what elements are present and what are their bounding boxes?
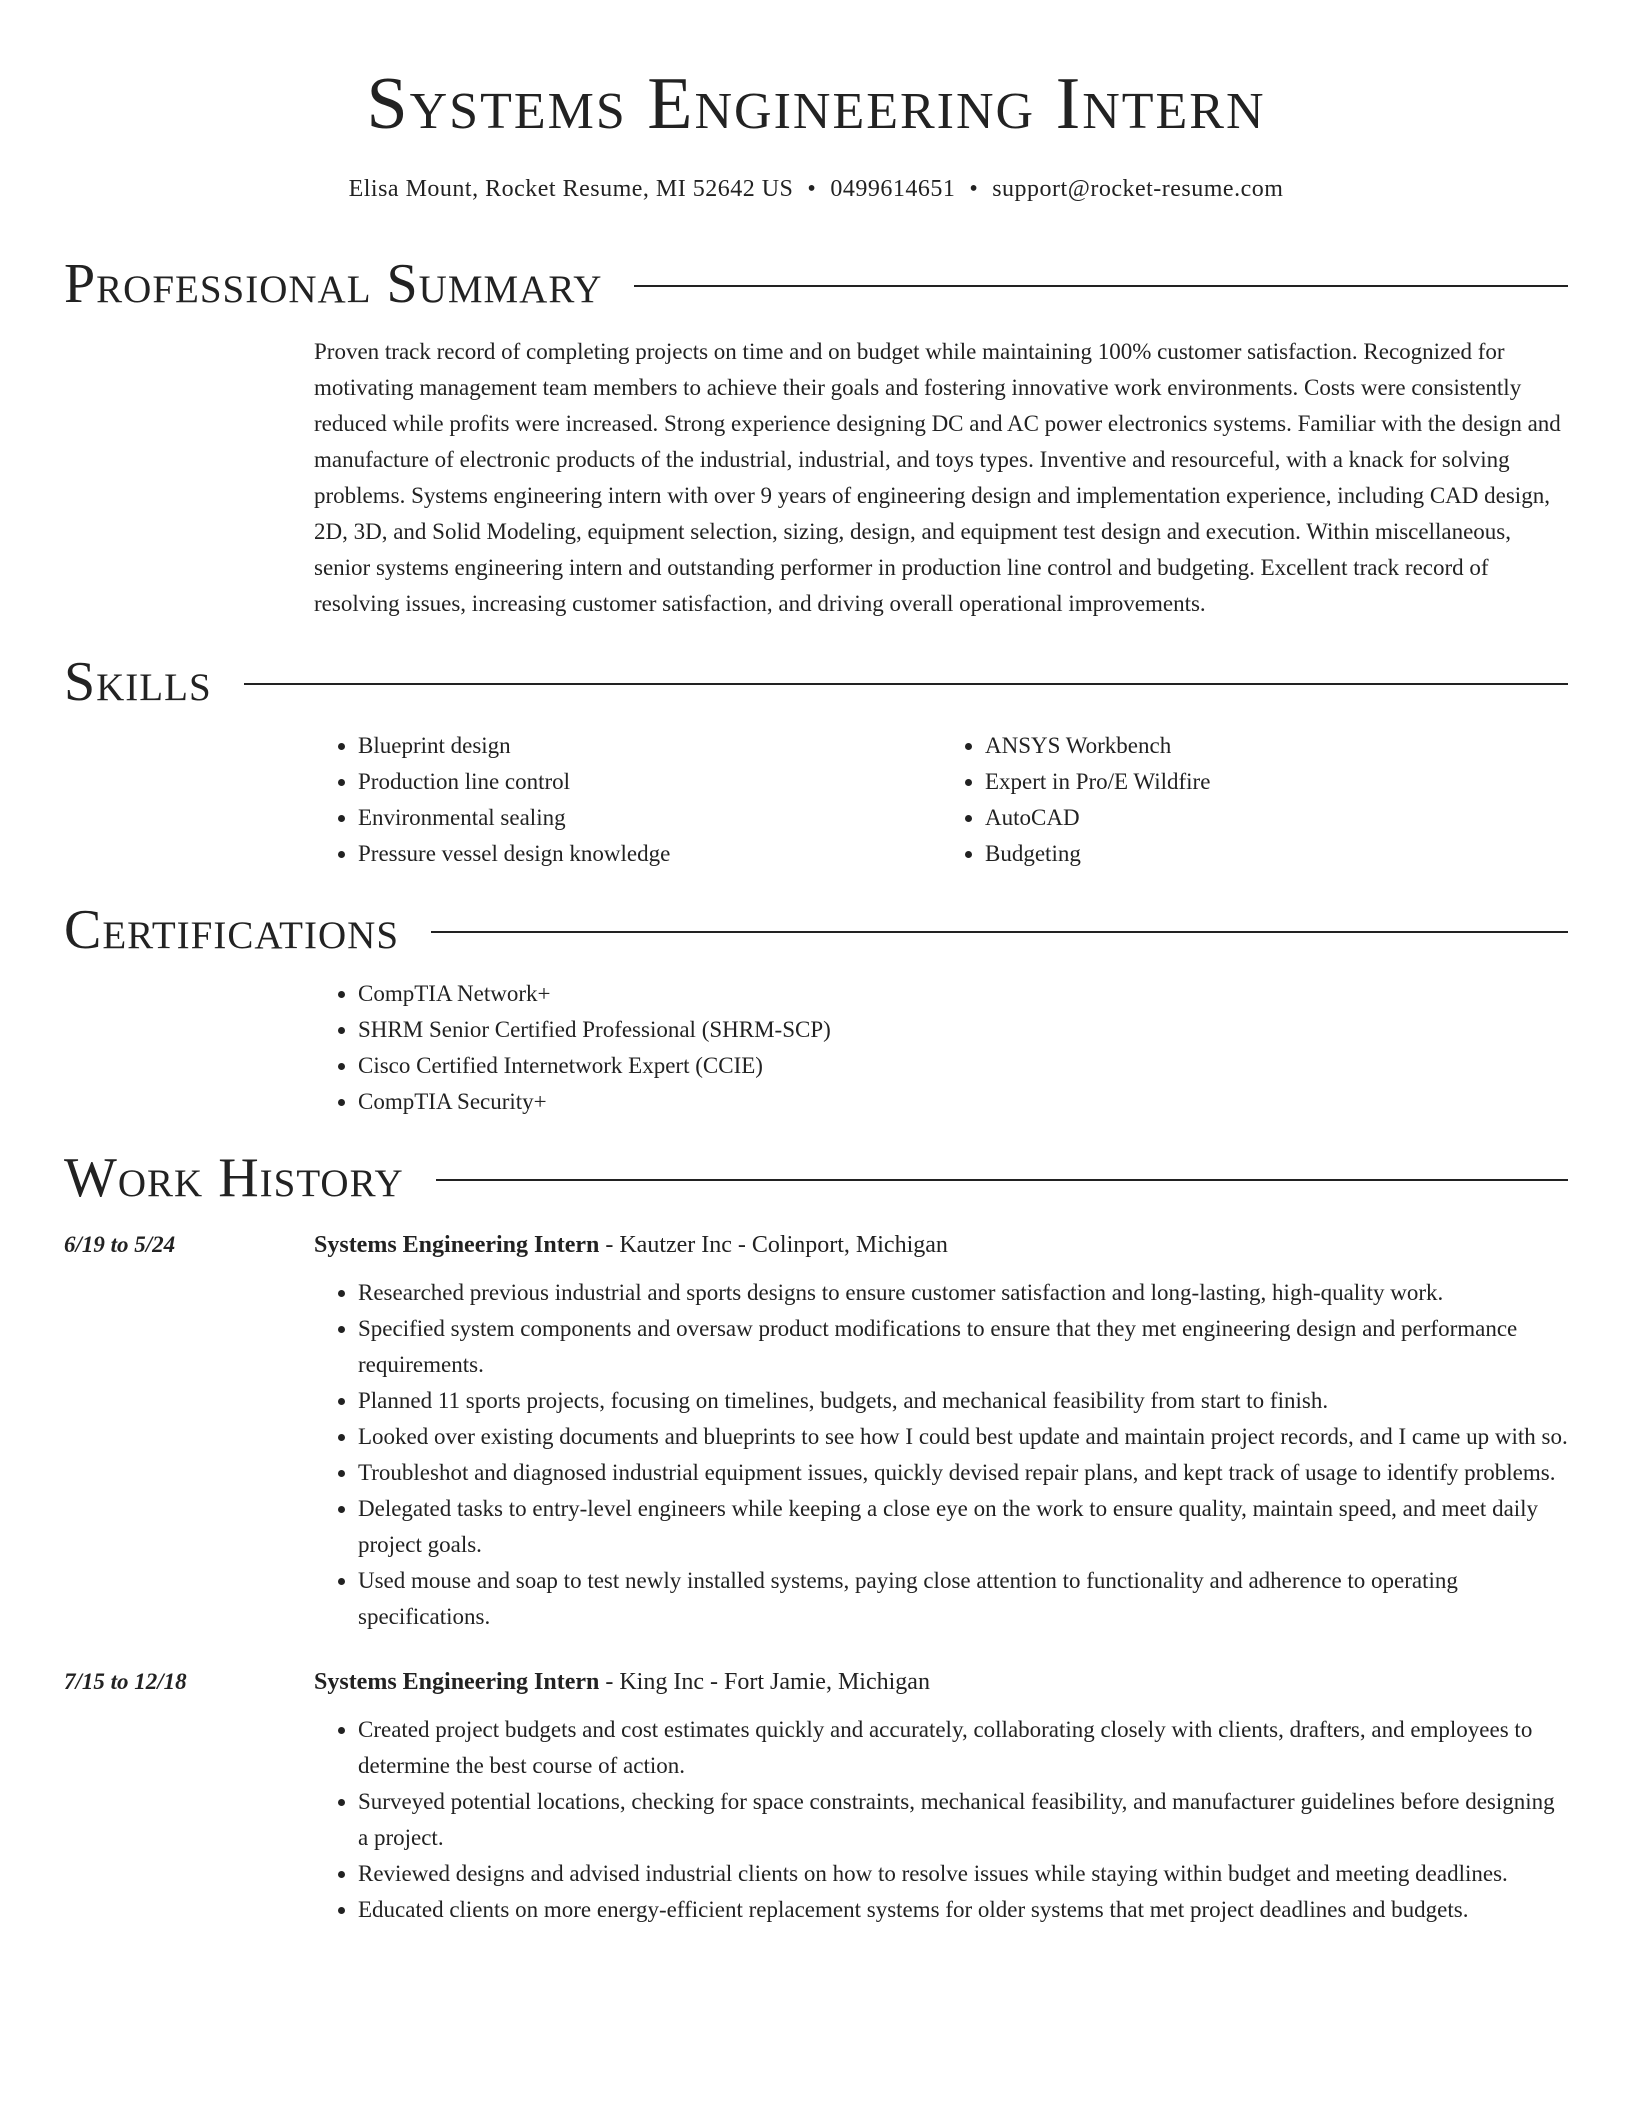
section-header-skills: [64, 650, 1568, 714]
skill-item: • Pressure vessel design knowledge: [358, 836, 941, 872]
skill-item: • Production line control: [358, 764, 941, 800]
contact-email: support@rocket-resume.com: [992, 176, 1284, 202]
certifications-block: [314, 976, 1568, 1120]
contact-separator: •: [807, 176, 817, 202]
skill-item: • Environmental sealing: [358, 800, 941, 836]
job-bullets-block: [314, 1275, 1568, 1635]
job-bullet: • Troubleshot and diagnosed industrial equipment issues, quickly devised repair plans, and kept track of usage to identify problems.: [358, 1455, 1568, 1491]
contact-separator: •: [969, 176, 979, 202]
section-divider: [634, 285, 1568, 287]
section-header-certifications: [64, 898, 1568, 962]
job-bullet: • Surveyed potential locations, checking for space constraints, mechanical feasibility, and manufacturer guidelines before designing a project.: [358, 1784, 1568, 1856]
skills-column-right: [941, 728, 1568, 872]
job-bullets-block: [314, 1712, 1568, 1928]
contact-address: Elisa Mount, Rocket Resume, MI 52642 US: [348, 176, 794, 202]
certification-item: • SHRM Senior Certified Professional (SHRM-SCP): [358, 1012, 1568, 1048]
job-details: - Kautzer Inc - Colinport, Michigan: [599, 1232, 948, 1258]
job-dates: 6/19 to 5/24: [64, 1232, 176, 1257]
skill-item: • Expert in Pro/E Wildfire: [985, 764, 1568, 800]
certification-item: • CompTIA Security+: [358, 1084, 1568, 1120]
section-divider: [431, 931, 1568, 933]
job-dates: 7/15 to 12/18: [64, 1669, 187, 1694]
job-bullet: • Specified system components and oversaw product modifications to ensure that they met engineering design and performance requirements.: [358, 1311, 1568, 1383]
job-header: [64, 1669, 1568, 1696]
certifications-list: [314, 976, 1568, 1120]
section-title: Certifications: [64, 899, 400, 961]
job-bullet: • Used mouse and soap to test newly installed systems, paying close attention to functionality and adherence to operating specifications.: [358, 1563, 1568, 1635]
job-title-line: [314, 1669, 930, 1696]
job-title-line: [314, 1232, 948, 1259]
summary-block: [314, 334, 1568, 622]
skills-list: [314, 728, 1568, 872]
job-bullets: [314, 1275, 1568, 1635]
certification-item: • CompTIA Network+: [358, 976, 1568, 1012]
section-divider: [436, 1179, 1568, 1181]
summary-text: Proven track record of completing projects on time and on budget while maintaining 100% customer satisfaction. Recognized for motivating management team members to achieve their goals and fostering innovative work environments. Costs were consistently reduced while profits were increased. Strong experience designing DC and AC power electronics systems. Familiar with the design and manufacture of electronic products of the industrial, industrial, and toys types. Inventive and resourceful, with a knack for solving problems. Systems engineering intern with over 9 years of engineering design and implementation experience, including CAD design, 2D, 3D, and Solid Modeling, equipment selection, sizing, design, and equipment test design and execution. Within miscellaneous, senior systems engineering intern and outstanding performer in production line control and budgeting. Excellent track record of resolving issues, increasing customer satisfaction, and driving overall operational improvements.: [314, 339, 1561, 616]
section-title: Work History: [64, 1147, 404, 1209]
job-bullet: • Reviewed designs and advised industrial clients on how to resolve issues while staying within budget and meeting deadlines.: [358, 1856, 1568, 1892]
job-bullet: • Planned 11 sports projects, focusing on timelines, budgets, and mechanical feasibility from start to finish.: [358, 1383, 1568, 1419]
job-bullet: • Created project budgets and cost estimates quickly and accurately, collaborating closely with clients, drafters, and employees to determine the best course of action.: [358, 1712, 1568, 1784]
section-header-summary: [64, 252, 1568, 316]
section-title: Skills: [64, 651, 212, 713]
section-header-work-history: [64, 1146, 1568, 1210]
section-title: Professional Summary: [64, 253, 603, 315]
job-bullet: • Researched previous industrial and sports designs to ensure customer satisfaction and long-lasting, high-quality work.: [358, 1275, 1568, 1311]
job-bullet: • Looked over existing documents and blueprints to see how I could best update and maintain project records, and I came up with so.: [358, 1419, 1568, 1455]
job-bullets: [314, 1712, 1568, 1928]
job-details: - King Inc - Fort Jamie, Michigan: [599, 1669, 930, 1695]
contact-phone: 0499614651: [830, 176, 956, 202]
job-header: [64, 1232, 1568, 1259]
skill-item: • ANSYS Workbench: [985, 728, 1568, 764]
document-title: Systems Engineering Intern: [366, 63, 1266, 145]
job-entry: [64, 1232, 1568, 1635]
skill-item: • Blueprint design: [358, 728, 941, 764]
job-bullet: • Delegated tasks to entry-level engineers while keeping a close eye on the work to ensure quality, maintain speed, and meet daily project goals.: [358, 1491, 1568, 1563]
certification-item: • Cisco Certified Internetwork Expert (CCIE): [358, 1048, 1568, 1084]
job-title: Systems Engineering Intern: [314, 1232, 600, 1258]
skill-item: • AutoCAD: [985, 800, 1568, 836]
skill-item: • Budgeting: [985, 836, 1568, 872]
skills-column-left: [314, 728, 941, 872]
section-divider: [244, 683, 1568, 685]
job-entry: [64, 1669, 1568, 1928]
job-bullet: • Educated clients on more energy-efficient replacement systems for older systems that met project deadlines and budgets.: [358, 1892, 1568, 1928]
job-title: Systems Engineering Intern: [314, 1669, 600, 1695]
contact-line: [64, 174, 1568, 204]
